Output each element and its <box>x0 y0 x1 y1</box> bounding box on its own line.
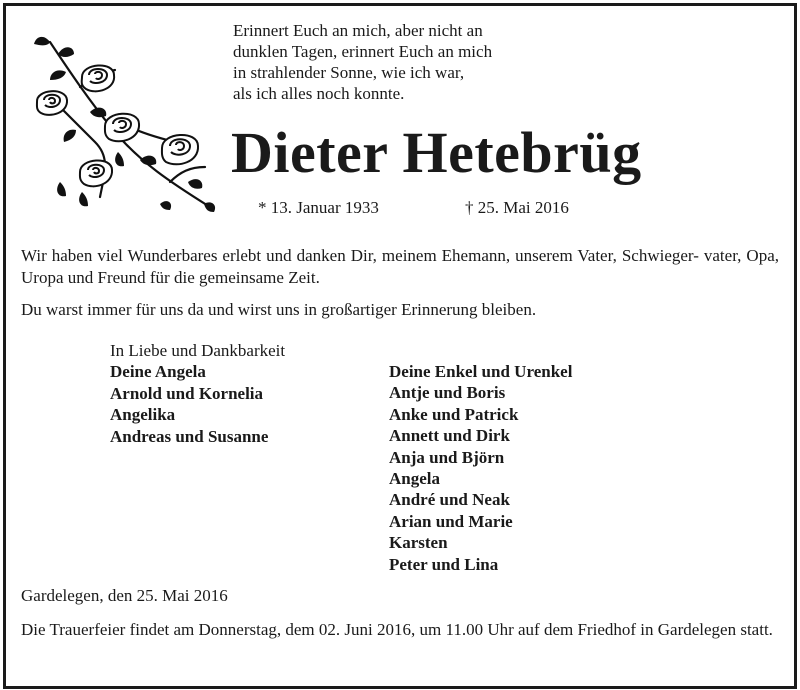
mourner-name: Andreas und Susanne <box>110 426 269 446</box>
mourner-name: Antje und Boris <box>389 383 506 403</box>
death-date: † 25. Mai 2016 <box>465 198 569 217</box>
mourners-heading: Deine Enkel und Urenkel <box>389 362 573 381</box>
paragraph-gratitude: Wir haben viel Wunderbares erlebt und danken Dir, meinem Ehemann, unserem Vater, Schwieger- vater, Opa, Uropa und Freund für die gemeinsame Zeit. <box>21 246 779 287</box>
mourners-intro: In Liebe und Dankbarkeit <box>110 341 286 360</box>
mourner-name: Arnold und Kornelia <box>110 383 264 403</box>
mourners-left <box>110 340 285 447</box>
mourner-name: Angelika <box>110 405 176 425</box>
mourner-name: Deine Angela <box>110 362 206 382</box>
mourner-name: Karsten <box>389 533 448 553</box>
mourner-name: Anja und Björn <box>389 447 505 467</box>
roses-icon <box>20 32 225 217</box>
place-date: Gardelegen, den 25. Mai 2016 <box>21 586 228 605</box>
birth-date: * 13. Januar 1933 <box>258 198 379 217</box>
poem-line: dunklen Tagen, erinnert Euch an mich <box>233 42 493 61</box>
mourner-name: André und Neak <box>389 490 510 510</box>
mourner-name: Annett und Dirk <box>389 426 510 446</box>
poem-line: Erinnert Euch an mich, aber nicht an <box>233 21 483 40</box>
poem-line: als ich alles noch konnte. <box>233 84 405 103</box>
poem-line: in strahlender Sonne, wie ich war, <box>233 63 465 82</box>
mourner-name: Arian und Marie <box>389 511 513 531</box>
mourner-name: Peter und Lina <box>389 554 499 574</box>
mourner-name: Anke und Patrick <box>389 404 519 424</box>
poem <box>233 20 492 104</box>
mourner-name: Angela <box>389 469 440 489</box>
paragraph-memory: Du warst immer für uns da und wirst uns in großartiger Erinnerung bleiben. <box>21 300 537 319</box>
deceased-name: Dieter Hetebrüg <box>231 120 642 185</box>
mourners-right <box>389 361 572 575</box>
funeral-notice: Die Trauerfeier findet am Donnerstag, dem 02. Juni 2016, um 11.00 Uhr auf dem Friedhof in Gardelegen statt. <box>21 620 773 639</box>
